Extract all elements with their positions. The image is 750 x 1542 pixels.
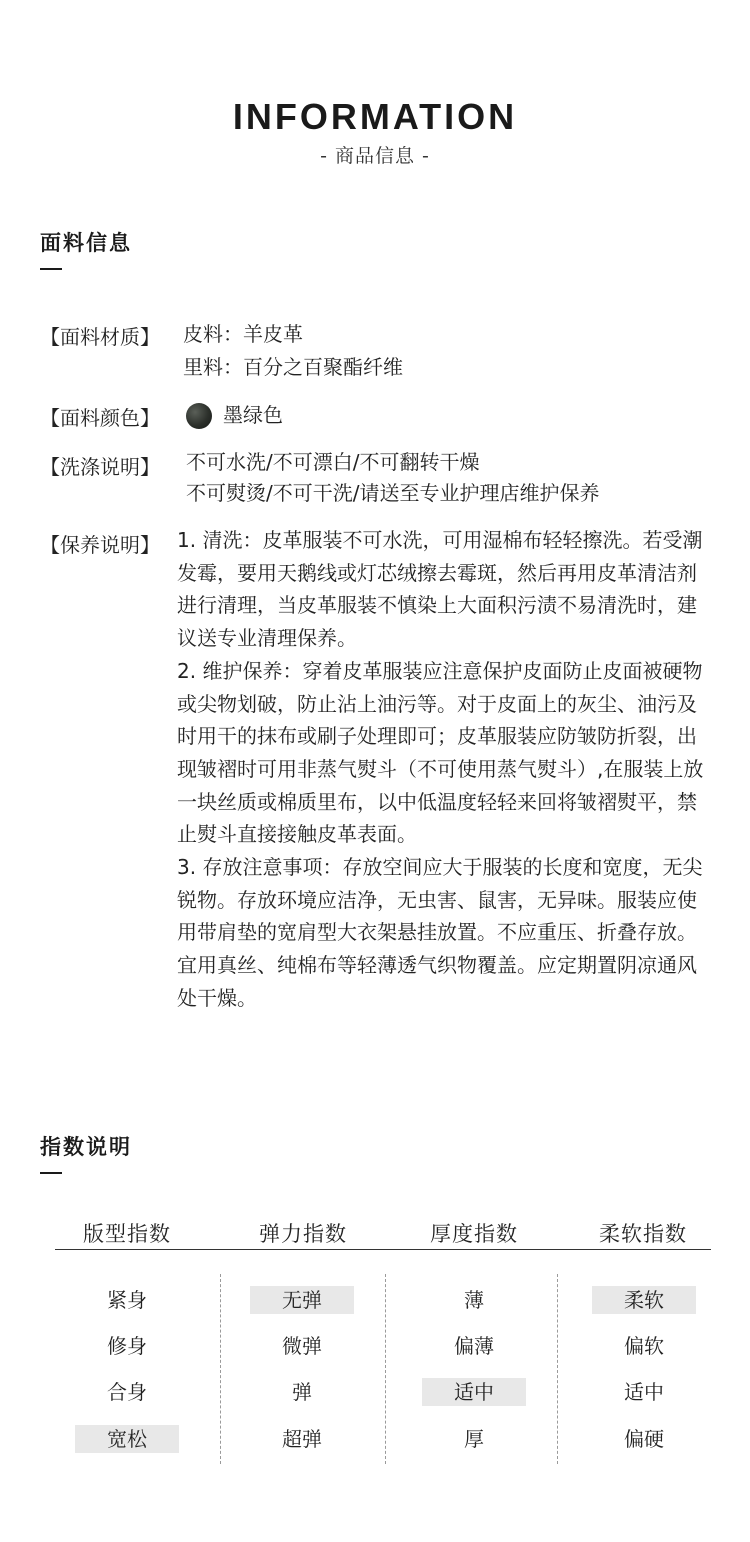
- option-cell: 合身: [107, 1380, 147, 1404]
- option-cell: 薄: [464, 1288, 484, 1312]
- index-section-underline: [40, 1172, 62, 1174]
- option-cell-selected: 柔软: [592, 1286, 696, 1314]
- column-header-thickness: 厚度指数: [430, 1222, 518, 1246]
- care-cleaning: 1. 清洗：皮革服装不可水洗，可用湿棉布轻轻擦洗。若受潮发霉，要用天鹅线或灯芯绒擦去霉斑，然后再用皮革清洁剂进行清理，当皮革服装不慎染上大面积污渍不易清洗时，建议送专业清理保养。: [177, 528, 703, 651]
- column-header-fit: 版型指数: [83, 1222, 171, 1246]
- fabric-section-title: 面料信息: [40, 231, 132, 255]
- column-divider: [557, 1274, 558, 1464]
- option-cell: 超弹: [282, 1427, 322, 1451]
- column-header-elasticity: 弹力指数: [259, 1222, 347, 1246]
- color-swatch: [186, 403, 212, 429]
- option-cell: 弹: [292, 1380, 312, 1404]
- care-label: 【保养说明】: [40, 533, 160, 557]
- column-divider: [220, 1274, 221, 1464]
- color-value: 墨绿色: [223, 403, 283, 427]
- option-cell-selected: 宽松: [75, 1425, 179, 1453]
- washing-line-1: 不可水洗/不可漂白/不可翻转干燥: [186, 450, 480, 474]
- option-cell: 厚: [464, 1427, 484, 1451]
- page-subtitle: - 商品信息 -: [320, 145, 430, 167]
- fabric-section-underline: [40, 268, 62, 270]
- material-label: 【面料材质】: [40, 325, 160, 349]
- washing-label: 【洗涤说明】: [40, 455, 160, 479]
- column-header-softness: 柔软指数: [599, 1222, 687, 1246]
- washing-line-2: 不可熨烫/不可干洗/请送至专业护理店维护保养: [186, 481, 600, 505]
- option-cell: 修身: [107, 1334, 147, 1358]
- material-line-lining: 里料：百分之百聚酯纤维: [183, 355, 403, 379]
- care-storage: 3. 存放注意事项：存放空间应大于服装的长度和宽度，无尖锐物。存放环境应洁净，无虫害、鼠害，无异味。服装应使用带肩垫的宽肩型大衣架悬挂放置。不应重压、折叠存放。宜用真丝、纯棉布等轻薄透气织物覆盖。应定期置阴凉通风处干燥。: [177, 855, 703, 1010]
- index-section-title: 指数说明: [40, 1135, 132, 1159]
- option-cell-selected: 适中: [422, 1378, 526, 1406]
- option-cell: 紧身: [107, 1288, 147, 1312]
- table-header-divider: [55, 1249, 711, 1250]
- option-cell: 适中: [624, 1380, 664, 1404]
- care-instructions: [177, 524, 707, 1015]
- option-cell: 偏硬: [624, 1427, 664, 1451]
- option-cell: 偏薄: [454, 1334, 494, 1358]
- page-title: INFORMATION: [232, 96, 518, 137]
- column-divider: [385, 1274, 386, 1464]
- option-cell: 偏软: [624, 1334, 664, 1358]
- option-cell-selected: 无弹: [250, 1286, 354, 1314]
- index-table: [40, 1218, 712, 1478]
- color-label: 【面料颜色】: [40, 406, 160, 430]
- care-maintenance: 2. 维护保养：穿着皮革服装应注意保护皮面防止皮面被硬物或尖物划破，防止沾上油污等。对于皮面上的灰尘、油污及时用干的抹布或刷子处理即可；皮革服装应防皱防折裂，出现皱褶时可用非蒸气熨斗（不可使用蒸气熨斗）,在服装上放一块丝质或棉质里布，以中低温度轻轻来回将皱褶熨平，禁止熨斗直接接触皮革表面。: [177, 658, 704, 847]
- material-line-outer: 皮料：羊皮革: [183, 322, 303, 346]
- option-cell: 微弹: [282, 1334, 322, 1358]
